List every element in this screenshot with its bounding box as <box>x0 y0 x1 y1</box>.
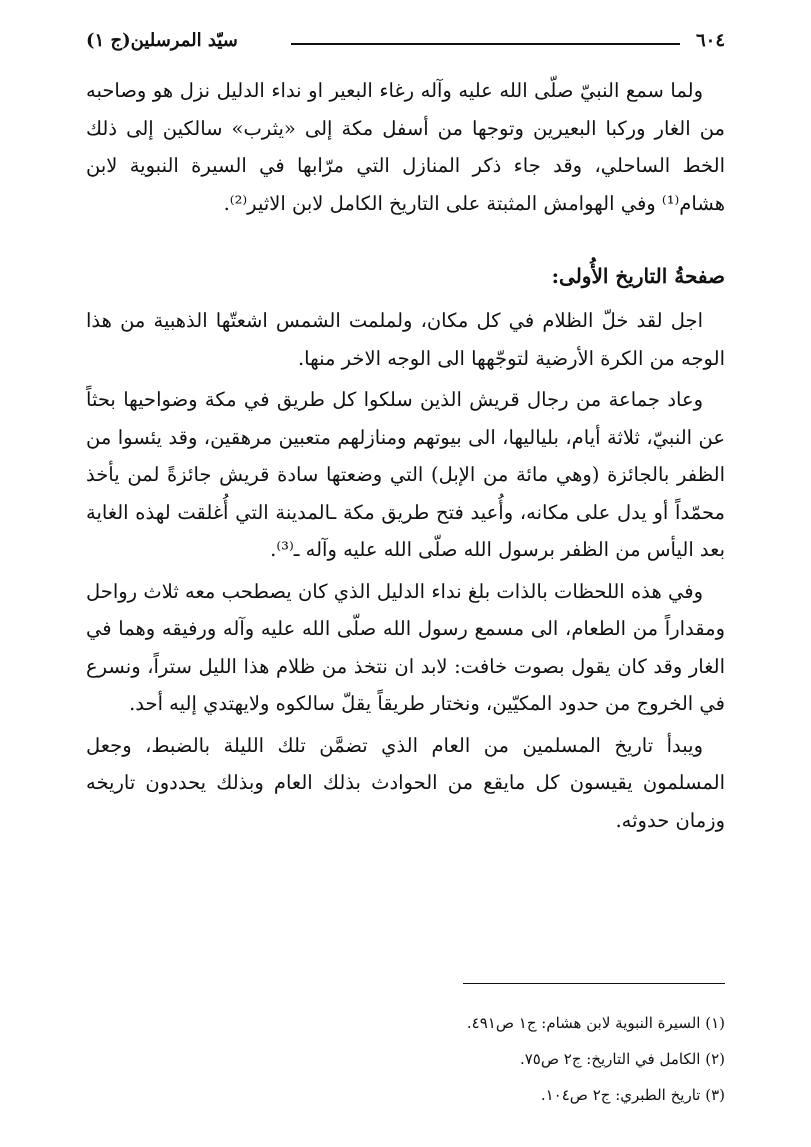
footnotes <box>86 1005 725 1113</box>
footnote-3: (٣) تاريخ الطبري: ج٢ ص١٠٤. <box>540 1086 725 1104</box>
paragraph-3: وعاد جماعة من رجال قريش الذين سلكوا كل طريق في مكة وضواحيها بحثاً عن النبيّ، ثلاثة أيام، بلياليها، الى بيوتهم ومنازلهم متعبين مرهقين، وقد يئسوا من الظفر بالجائزة (وهي مائة من الإبل) التي وضعتها سادة قريش جائزةً لمن يأخذ محمّداً أو يدل على مكانه، وأُعيد فتح طريق مكة ـالمدينة التي أُغلقت لهذه الغاية بعد اليأس من الظفر برسول الله صلّى الله عليه وآله ـ⁽³⁾. <box>86 388 725 561</box>
header-rule <box>291 43 680 45</box>
footnote-2: (٢) الكامل في التاريخ: ج٢ ص٧٥. <box>519 1050 725 1068</box>
running-head: سيّد المرسلين(ج ١) <box>86 30 238 51</box>
footnote-rule <box>463 983 725 984</box>
paragraph-2: اجل لقد خلّ الظلام في كل مكان، ولملمت الشمس اشعتّها الذهبية من هذا الوجه من الكرة الأرضية لتوجّهها الى الوجه الاخر منها. <box>86 309 725 370</box>
page-number: ٦٠٤ <box>695 30 725 51</box>
paragraph-5: ويبدأ تاريخ المسلمين من العام الذي تضمَّن تلك الليلة بالضبط، وجعل المسلمون يقيسون كل مايقع من الحوادث بذلك العام وبذلك يحددون تاريخه وزمان حدوثه. <box>86 733 725 832</box>
body-text <box>86 72 725 839</box>
paragraph-1: ولما سمع النبيّ صلّى الله عليه وآله رغاء البعير او نداء الدليل نزل هو وصاحبه من الغار وركبا البعيرين وتوجها من أسفل مكة إلى «يثرب» سالكين إلى ذلك الخط الساحلي، وقد جاء ذكر المنازل التي مرّابها في السيرة النبوية لابن هشام⁽¹⁾ وفي الهوامش المثبتة على التاريخ الكامل لابن الاثير⁽²⁾. <box>86 79 725 215</box>
page-header <box>86 30 725 58</box>
section-heading: صفحةُ التاريخ الأُولى: <box>551 264 725 288</box>
paragraph-4: وفي هذه اللحظات بالذات بلغ نداء الدليل الذي كان يصطحب معه ثلاث رواحل ومقداراً من الطعام، الى مسمع رسول الله صلّى الله عليه وآله ورفيقه وهما في الغار وقد كان يقول بصوت خافت: لابد ان نتخذ من ظلام هذا الليل ستراً، ونسرع في الخروج من حدود المكيّين، ونختار طريقاً يقلّ سالكوه ولايهتدي إليه أحد. <box>86 579 725 715</box>
footnote-1: (١) السيرة النبوية لابن هشام: ج١ ص٤٩١. <box>466 1014 725 1032</box>
